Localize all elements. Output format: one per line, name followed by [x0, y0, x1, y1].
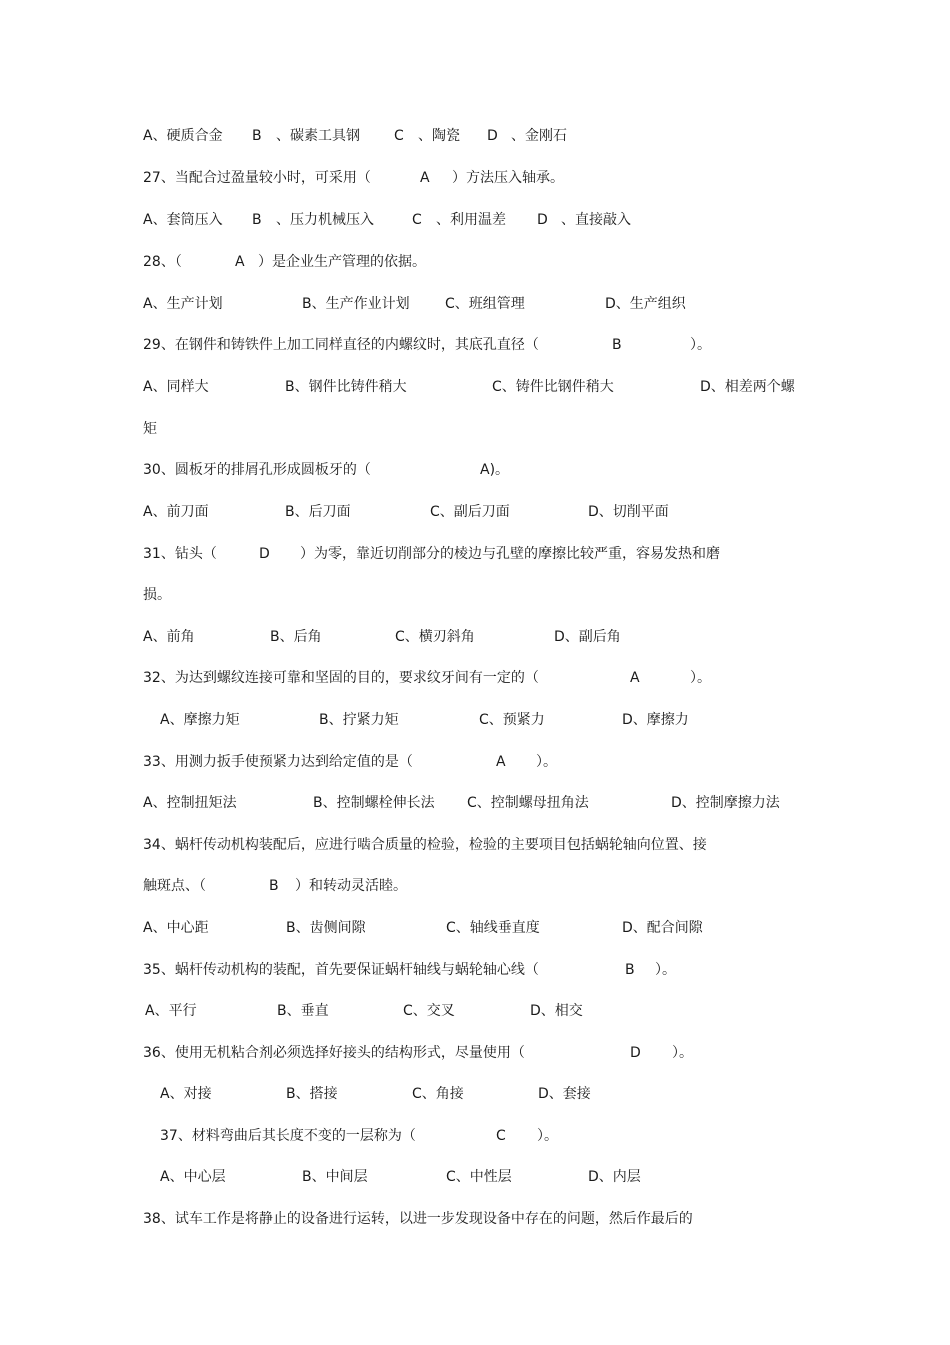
text-segment: B、中间层	[302, 1169, 368, 1185]
text-segment: A、中心层	[160, 1169, 226, 1185]
text-segment: B、齿侧间隙	[286, 920, 366, 936]
text-line	[0, 125, 950, 147]
text-segment: 、金刚石	[511, 128, 567, 144]
text-line	[0, 459, 950, 481]
text-segment: D、内层	[588, 1169, 641, 1185]
text-segment: ）。	[537, 1128, 558, 1144]
text-segment: ）方法压入轴承。	[452, 170, 564, 186]
text-segment: B、搭接	[286, 1086, 338, 1102]
text-line	[0, 959, 950, 981]
text-segment: 35、蜗杆传动机构的装配，首先要保证蜗杆轴线与蜗轮轴心线（	[143, 962, 539, 978]
text-segment: B	[252, 128, 262, 144]
text-segment: ）为零，靠近切削部分的棱边与孔壁的摩擦比较严重，容易发热和磨	[300, 546, 720, 562]
text-line	[0, 667, 950, 689]
text-segment: B	[269, 878, 279, 894]
text-segment: 29、在钢件和铸铁件上加工同样直径的内螺纹时，其底孔直径（	[143, 337, 539, 353]
text-segment: A、对接	[160, 1086, 212, 1102]
text-segment: 矩	[143, 421, 157, 437]
text-segment: D、相差两个螺	[700, 379, 795, 395]
text-line	[0, 334, 950, 356]
text-line	[0, 626, 950, 648]
text-segment: A、摩擦力矩	[160, 712, 240, 728]
text-line	[0, 376, 950, 398]
text-segment: 触斑点、（	[143, 878, 206, 894]
text-line	[0, 792, 950, 814]
text-segment: D、控制摩擦力法	[671, 795, 780, 811]
text-segment: 30、圆板牙的排屑孔形成圆板牙的（	[143, 462, 371, 478]
text-line	[0, 1083, 950, 1105]
text-segment: D、套接	[538, 1086, 591, 1102]
text-segment: A、硬质合金	[143, 128, 223, 144]
text-segment: B、生产作业计划	[302, 296, 410, 312]
text-segment: A、前角	[143, 629, 195, 645]
text-segment: A、前刀面	[143, 504, 209, 520]
text-segment: D、生产组织	[605, 296, 686, 312]
text-segment: 31、钻头（	[143, 546, 217, 562]
text-line	[0, 418, 950, 440]
text-segment: B、拧紧力矩	[319, 712, 399, 728]
text-segment: B	[625, 962, 635, 978]
text-segment: D	[537, 212, 548, 228]
text-segment: 32、为达到螺纹连接可靠和坚固的目的，要求纹牙间有一定的（	[143, 670, 539, 686]
text-segment: 28、（	[143, 254, 182, 270]
text-segment: D	[259, 546, 270, 562]
text-segment: A、套筒压入	[143, 212, 223, 228]
text-segment: A)。	[480, 462, 510, 478]
text-segment: D、配合间隙	[622, 920, 703, 936]
text-segment: A、同样大	[143, 379, 209, 395]
text-segment: D	[630, 1045, 641, 1061]
text-line	[0, 1042, 950, 1064]
text-segment: D、副后角	[554, 629, 621, 645]
text-segment: C、铸件比钢件稍大	[492, 379, 614, 395]
text-line	[0, 751, 950, 773]
text-line	[0, 501, 950, 523]
text-segment: C	[496, 1128, 506, 1144]
text-segment: A、生产计划	[143, 296, 223, 312]
text-segment: D、切削平面	[588, 504, 669, 520]
text-line	[0, 584, 950, 606]
text-segment: 27、当配合过盈量较小时，可采用（	[143, 170, 371, 186]
text-segment: 、陶瓷	[418, 128, 460, 144]
text-segment: B、后角	[270, 629, 322, 645]
text-segment: ）。	[536, 754, 557, 770]
text-segment: A	[235, 254, 245, 270]
text-segment: 33、用测力扳手使预紧力达到给定值的是（	[143, 754, 413, 770]
text-segment: 、利用温差	[436, 212, 506, 228]
text-segment: A、平行	[145, 1003, 197, 1019]
text-segment: 34、蜗杆传动机构装配后，应进行啮合质量的检验，检验的主要项目包括蜗轮轴向位置、接	[143, 837, 707, 853]
text-segment: C、控制螺母扭角法	[467, 795, 589, 811]
text-segment: B、后刀面	[285, 504, 351, 520]
text-segment: B、钢件比铸件稍大	[285, 379, 407, 395]
text-line	[0, 917, 950, 939]
text-line	[0, 875, 950, 897]
text-segment: C、副后刀面	[430, 504, 510, 520]
text-segment: ）。	[690, 670, 711, 686]
text-line	[0, 1208, 950, 1230]
text-segment: C	[412, 212, 422, 228]
text-segment: C、角接	[412, 1086, 464, 1102]
text-line	[0, 543, 950, 565]
text-segment: D、相交	[530, 1003, 583, 1019]
text-line	[0, 709, 950, 731]
text-line	[0, 834, 950, 856]
text-segment: B、控制螺栓伸长法	[313, 795, 435, 811]
text-segment: C	[394, 128, 404, 144]
text-line	[0, 1125, 950, 1147]
text-segment: 36、使用无机粘合剂必须选择好接头的结构形式，尽量使用（	[143, 1045, 525, 1061]
text-segment: ）。	[690, 337, 711, 353]
text-segment: A	[496, 754, 506, 770]
text-line	[0, 1000, 950, 1022]
text-segment: C、横刃斜角	[395, 629, 475, 645]
text-line	[0, 209, 950, 231]
text-segment: 、碳素工具钢	[276, 128, 360, 144]
text-segment: C、轴线垂直度	[446, 920, 540, 936]
text-segment: 、压力机械压入	[276, 212, 374, 228]
text-segment: C、预紧力	[479, 712, 545, 728]
text-segment: ）和转动灵活睦。	[295, 878, 407, 894]
text-segment: 、直接敲入	[561, 212, 631, 228]
text-segment: ）是企业生产管理的依据。	[258, 254, 426, 270]
text-segment: C、班组管理	[445, 296, 525, 312]
text-segment: A、控制扭矩法	[143, 795, 237, 811]
text-segment: D	[487, 128, 498, 144]
text-line	[0, 293, 950, 315]
text-segment: 38、试车工作是将静止的设备进行运转，以进一步发现设备中存在的问题，然后作最后的	[143, 1211, 693, 1227]
text-segment: B	[612, 337, 622, 353]
text-segment: A	[420, 170, 430, 186]
text-segment: ）。	[672, 1045, 693, 1061]
text-segment: A、中心距	[143, 920, 209, 936]
text-segment: 37、材料弯曲后其长度不变的一层称为（	[160, 1128, 416, 1144]
text-segment: C、交叉	[403, 1003, 455, 1019]
text-line	[0, 251, 950, 273]
text-segment: B	[252, 212, 262, 228]
text-segment: 损。	[143, 587, 171, 603]
text-segment: C、中性层	[446, 1169, 512, 1185]
text-line	[0, 167, 950, 189]
text-line	[0, 1166, 950, 1188]
text-segment: ）。	[655, 962, 676, 978]
text-segment: B、垂直	[277, 1003, 329, 1019]
text-segment: D、摩擦力	[622, 712, 689, 728]
text-segment: A	[630, 670, 640, 686]
